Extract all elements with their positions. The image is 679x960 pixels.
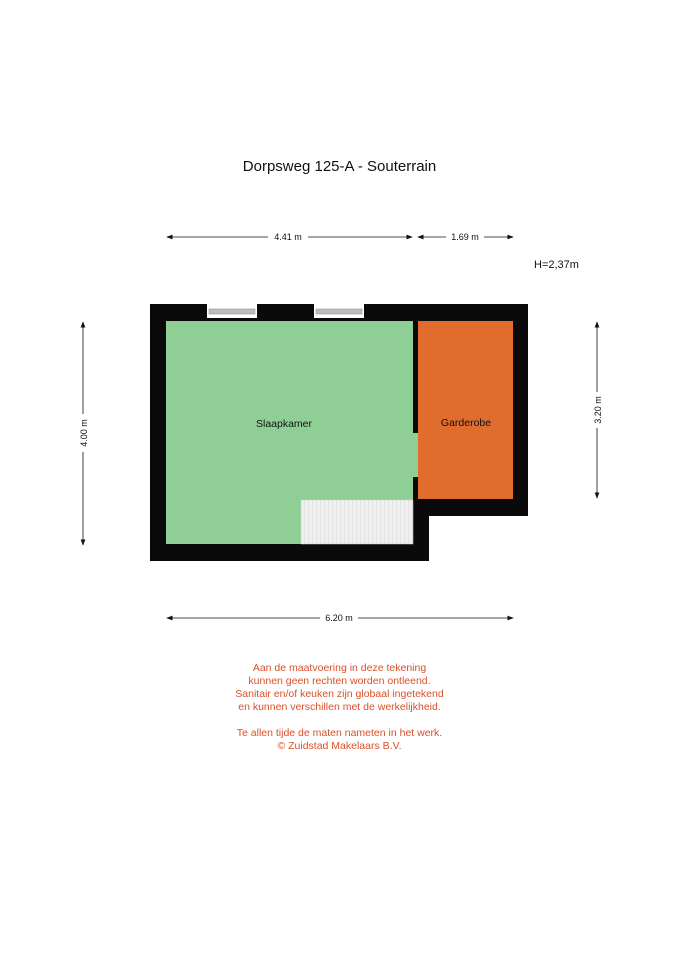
dimension-left (79, 322, 89, 545)
dimension-top-left (167, 232, 412, 242)
disclaimer-line: en kunnen verschillen met de werkelijkheid. (238, 701, 441, 713)
dimension-bottom (167, 613, 513, 623)
doorway (412, 433, 418, 477)
room-bedroom-label: Slaapkamer (255, 418, 313, 430)
dimension-left-label: 4.00 m (79, 419, 89, 447)
dimension-right-label: 3.20 m (593, 396, 603, 424)
disclaimer (0, 662, 679, 753)
dimension-bottom-label: 6.20 m (325, 613, 353, 623)
room-wardrobe (418, 321, 513, 499)
ceiling-height-label: H=2,37m (534, 259, 579, 271)
disclaimer-line: Aan de maatvoering in deze tekening (252, 662, 427, 674)
plan-title: Dorpsweg 125-A - Souterrain (242, 158, 437, 175)
window (207, 304, 257, 318)
dimension-right (593, 322, 603, 498)
disclaimer-line: Te allen tijde de maten nameten in het werk. (236, 727, 443, 739)
copyright-line: © Zuidstad Makelaars B.V. (277, 740, 402, 752)
window (314, 304, 364, 318)
disclaimer-line: kunnen geen rechten worden ontleend. (248, 675, 431, 687)
room-wardrobe-label: Garderobe (440, 417, 492, 429)
stairs (301, 500, 413, 544)
dimension-top-left-label: 4.41 m (274, 232, 302, 242)
dimension-top-right (418, 232, 513, 242)
disclaimer-line: Sanitair en/of keuken zijn globaal ingetekend (235, 688, 444, 700)
dimension-top-right-label: 1.69 m (451, 232, 479, 242)
